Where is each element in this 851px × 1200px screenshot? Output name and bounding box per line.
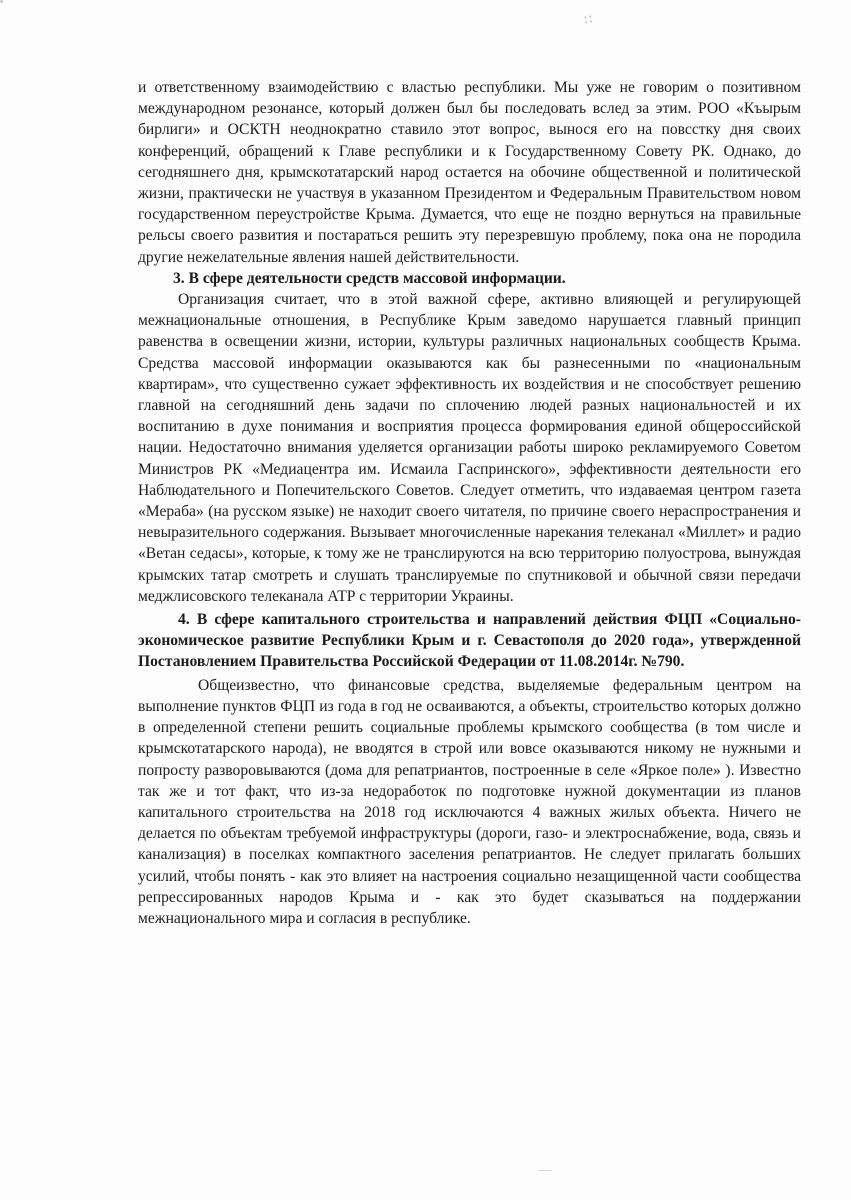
document-body xyxy=(138,77,801,929)
paragraph-media: Организация считает, что в этой важной сфере, активно влияющей и регулирующей межнациональные отношения, в Республике Крым заведомо нарушается главный принцип равенства в освещении жизни, истории, культуры различных национальных сообществ Крыма. Средства массовой информации оказываются как бы разнесенными по «национальным квартирам», что существенно сужает эффективность их воздействия и не способствует решению главной на сегодняшний день задачи по сплочению людей разных национальностей и их воспитанию в духе понимания и восприятия процесса формирования единой общероссийской нации. Недостаточно внимания уделяется организации работы широко рекламируемого Советом Министров РК «Медиацентра им. Исмаила Гаспринского», эффективности деятельности его Наблюдательного и Попечительского Советов. Следует отметить, что издаваемая центром газета «Мераба» (на русском языке) не находит своего читателя, по причине своего нераспространения и невыразительного содержания. Вызывает многочисленные нарекания телеканал «Миллет» и радио «Ветан седасы», которые, к тому же не транслируются на всю территорию полуострова, вынуждая крымских татар смотреть и слушать транслируемые по спутниковой и обычной связи передачи меджлисовского телеканала АТР с территории Украины. xyxy=(138,291,801,605)
paragraph-continuation: и ответственному взаимодействию с властью республики. Мы уже не говорим о позитивном международном резонансе, который должен был бы последовать вслед за этим. РОО «Къырым бирлиги» и ОСКТН неоднократно ставило этот вопрос, вынося его на повсстку дня своих конференций, обращений к Главе республики и к Государственному Совету РК. Однако, до сегодняшнего дня, крымскотатарский народ остается на обочине общественной и политической жизни, практически не участвуя в указанном Президентом и Федеральным Правительством новом государственном переустройстве Крыма. Думается, что еще не поздно вернуться на правильные рельсы своего развития и постараться решить эту перезревшую проблему, пока она не породила другие нежелательные явления нашей действительности. xyxy=(138,79,801,266)
scan-artifact-mark: ⁘ xyxy=(575,7,600,34)
paragraph-construction: Общеизвестно, что финансовые средства, выделяемые федеральным центром на выполнение пунктов ФЦП из года в год не осваиваются, а объекты, строительство которых должно в определенной степени решить социальные проблемы крымского сообщества (в том числе и крымскотатарского народа), не вводятся в строй или вовсе оказываются никому не нужными и попросту разворовываются (дома для репатриантов, построенные в селе «Яркое поле» ). Известно так же и тот факт, что из-за недоработок по подготовке нужной документации из планов капитального строительства на 2018 год исключаются 4 важных жилых объекта. Ничего не делается по объектам требуемой инфраструктуры (дороги, газо- и электроснабжение, вода, связь и канализация) в поселках компактного заселения репатриантов. Не следует прилагать больших усилий, чтобы понять - как это влияет на настроения социально незащищенной части сообщества репрессированных народов Крыма и - как это будет сказываться на поддержании межнационального мира и согласия в республике. xyxy=(138,676,801,927)
scan-artifact-line xyxy=(538,1170,552,1171)
scan-artifact-dot xyxy=(0,0,3,3)
section-heading-construction: 4. В сфере капитального строительства и направлений действия ФЦП «Социально-экономическое развитие Республики Крым и г. Севастополя до 2020 года», утвержденной Постановлением Правительства Российской Федерации от 11.08.2014г. №790. xyxy=(138,611,801,671)
section-heading-media: 3. В сфере деятельности средств массовой информации. xyxy=(173,269,566,287)
